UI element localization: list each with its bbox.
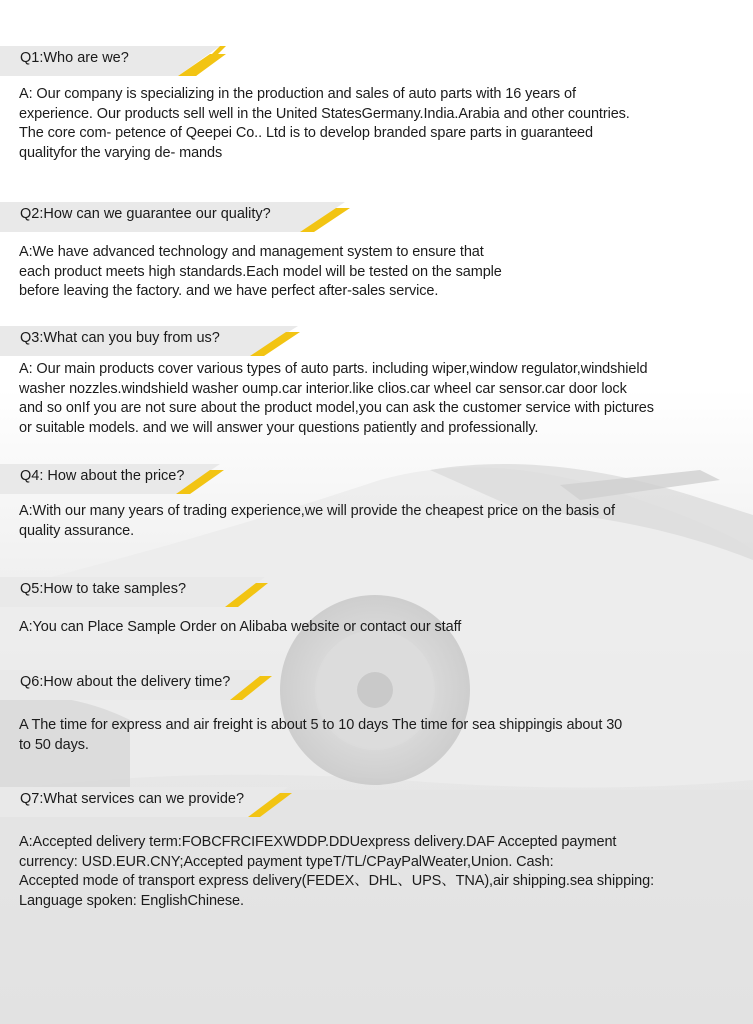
faq-item-7: [0, 783, 753, 819]
question-bar: [0, 783, 360, 819]
question-text: Q7:What services can we provide?: [20, 791, 245, 807]
question-bar: [0, 666, 360, 702]
question-text: Q3:What can you buy from us?: [20, 330, 220, 346]
question-bar: [0, 198, 360, 234]
faq-item-4: [0, 460, 753, 496]
faq-item-3: [0, 322, 753, 358]
answer-text: A:Accepted delivery term:FOBCFRCIFEXWDDP.DDUexpress delivery.DAF Accepted payment currency: USD.EUR.CNY;Accepted payment typeT/TL/CPayPalWeater,Union. Cash: Accepted mode of transport express delivery(FEDEX、DHL、UPS、TNA),air shipping.sea shipping: Language spoken: EnglishChinese.: [19, 834, 655, 909]
question-bar: [0, 322, 360, 358]
question-bar: [0, 573, 360, 609]
faq-item-6: [0, 666, 753, 702]
question-text: Q2:How can we guarantee our quality?: [20, 206, 271, 222]
answer-text: A: Our company is specializing in the production and sales of auto parts with 16 years of experience. Our products sell well in the United StatesGermany.India.Arabia and other countries. The core com- petence of Qeepei Co.. Ltd is to develop branded spare parts in guaranteed qualityfor the varying de- mands: [19, 86, 630, 161]
faq-item-1: [0, 42, 753, 78]
question-bar: [0, 460, 360, 496]
answer-text: A: Our main products cover various types of auto parts. including wiper,window regulator,windshield washer nozzles.windshield washer oump.car interior.like clios.car wheel car sensor.car door lock and so onIf you are not sure about the product model,you can ask the customer service with pictures or suitable models. and we will answer your questions patiently and professionally.: [19, 361, 654, 436]
answer-text: A:You can Place Sample Order on Alibaba website or contact our staff: [19, 619, 462, 635]
question-text: Q4: How about the price?: [20, 468, 185, 484]
question-text: Q5:How to take samples?: [20, 581, 187, 597]
answer-text: A The time for express and air freight is about 5 to 10 days The time for sea shippingis about 30 to 50 days.: [19, 717, 623, 753]
answer-text: A:We have advanced technology and management system to ensure that each product meets high standards.Each model will be tested on the sample before leaving the factory. and we have perfect after-sales service.: [19, 244, 502, 300]
faq-item-2: [0, 198, 753, 234]
question-text: Q1:Who are we?: [20, 50, 129, 66]
faq-item-5: [0, 573, 753, 609]
question-bar: [0, 42, 360, 78]
answer-text: A:With our many years of trading experience,we will provide the cheapest price on the basis of quality assurance.: [19, 503, 615, 539]
question-text: Q6:How about the delivery time?: [20, 674, 231, 690]
